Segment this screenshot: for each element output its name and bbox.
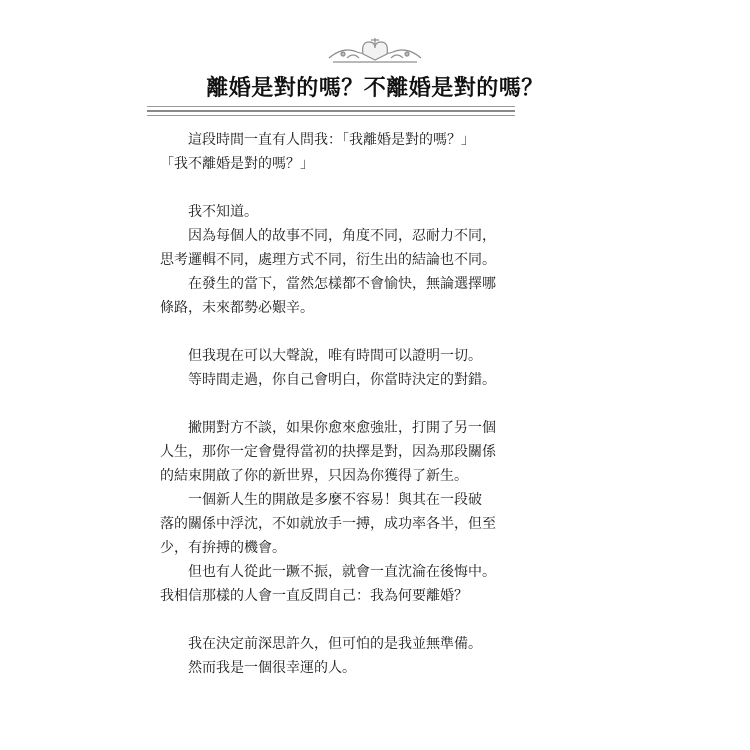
paragraph-line: 但我現在可以大聲說，唯有時間可以證明一切。	[188, 348, 482, 364]
paragraph-line: 在發生的當下，當然怎樣都不會愉快，無論選擇哪	[188, 276, 496, 292]
paragraph-gap	[160, 608, 520, 632]
paragraph-gap	[160, 320, 520, 344]
swan-heart-crown-ornament-icon	[323, 36, 427, 66]
paragraph-gap	[160, 176, 520, 200]
paragraph-line: 一個新人生的開啟是多麼不容易！與其在一段破	[188, 492, 482, 508]
paragraph-line: 這段時間一直有人問我：「我離婚是對的嗎？」	[188, 132, 475, 148]
paragraph-line: 少，有拚搏的機會。	[160, 540, 286, 556]
title-divider	[147, 115, 515, 116]
paragraph-line: 但也有人從此一蹶不振，就會一直沈淪在後悔中。	[188, 564, 496, 580]
title-divider	[147, 106, 515, 107]
paragraph-line: 因為每個人的故事不同，角度不同，忍耐力不同，	[188, 228, 496, 244]
title-divider	[147, 110, 515, 112]
paragraph-line: 「我不離婚是對的嗎？」	[160, 156, 314, 172]
paragraph-line: 人生，那你一定會覺得當初的抉擇是對，因為那段關係	[160, 444, 496, 460]
paragraph-line: 我在決定前深思許久，但可怕的是我並無準備。	[188, 636, 482, 652]
paragraph-line: 等時間走過，你自己會明白，你當時決定的對錯。	[188, 372, 496, 388]
paragraph-line: 的結束開啟了你的新世界，只因為你獲得了新生。	[160, 468, 468, 484]
paragraph-line: 然而我是一個很幸運的人。	[188, 660, 356, 676]
page-title: 離婚是對的嗎？不離婚是對的嗎？	[206, 76, 544, 101]
paragraph-line: 條路，未來都勢必艱辛。	[160, 300, 314, 316]
paragraph-gap	[160, 392, 520, 416]
paragraph-line: 撇開對方不談，如果你愈來愈強壯，打開了另一個	[188, 420, 496, 436]
paragraph-line: 我相信那樣的人會一直反問自己：我為何要離婚？	[160, 588, 468, 604]
article-body	[160, 128, 520, 680]
paragraph-line: 思考邏輯不同，處理方式不同，衍生出的結論也不同。	[160, 252, 496, 268]
paragraph-line: 落的關係中浮沈，不如就放手一搏，成功率各半，但至	[160, 516, 496, 532]
paragraph-line: 我不知道。	[188, 204, 258, 220]
